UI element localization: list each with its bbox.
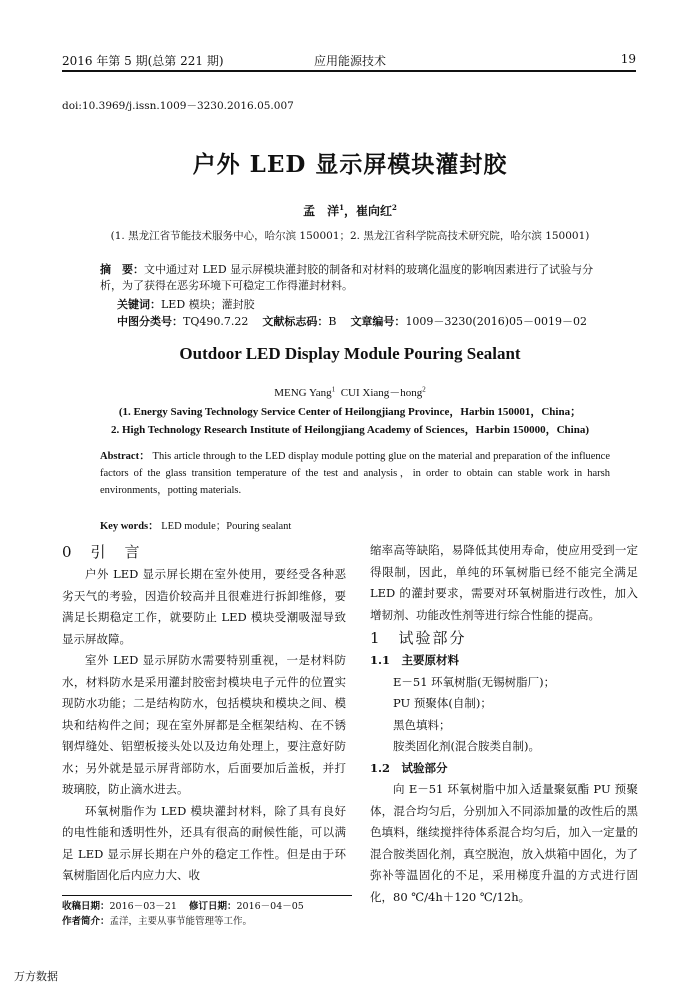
material-item: 胺类固化剂(混合胺类自制)。 xyxy=(393,739,540,753)
paragraph: 环氧树脂作为 LED 模块灌封材料，除了具有良好的电性能和透明性外，还具有很高的耐候性能，可以满足 LED 显示屏长期在户外的稳定工作性。但是由于环氧树脂固化后内应力大、收 xyxy=(62,803,346,882)
title-cn: 户外 LED 显示屏模块灌封胶 xyxy=(192,151,508,178)
abstract-cn-label: 摘 要： xyxy=(100,263,144,276)
paragraph: 户外 LED 显示屏长期在室外使用，要经受各种恶劣天气的考验，因造价较高并且很难进行拆卸维修，要满足长期稳定工作，就要防止 LED 模块受潮吸湿导致显示屏故障。 xyxy=(62,567,346,646)
footnote-bio xyxy=(62,914,352,929)
material-item: E－51 环氧树脂(无锡树脂厂)； xyxy=(393,674,556,689)
section-1-heading: 1 试验部分 xyxy=(370,629,467,647)
bio-label: 作者简介： xyxy=(62,916,110,927)
author-2: 崔向红 xyxy=(356,204,393,218)
keywords-cn-label: 关键词： xyxy=(117,298,161,311)
material-item: 黑色填料； xyxy=(393,717,451,732)
section-0-heading: 0 引 言 xyxy=(62,543,142,561)
affiliation-cn: (1. 黑龙江省节能技术服务中心，哈尔滨 150001；2. 黑龙江省科学院高技术研究院，哈尔滨 150001) xyxy=(110,230,590,242)
article-number-label: 文章编号： xyxy=(350,315,406,328)
subsection-1-1-heading: 1.1 主要原材料 xyxy=(370,653,460,667)
authors-cn xyxy=(0,202,700,219)
author-sep: ， xyxy=(343,204,356,218)
authors-en xyxy=(0,384,700,400)
keywords-en-label: Key words： xyxy=(100,521,159,532)
keywords-cn-text: LED 模块；灌封胶 xyxy=(161,298,255,311)
author-en-1: MENG Yang xyxy=(274,387,332,399)
doccode-value: B xyxy=(328,315,337,328)
article-number-value: 1009－3230(2016)05－0019－02 xyxy=(405,315,587,328)
received-label: 收稿日期： xyxy=(62,901,110,912)
keywords-en-text: LED module；Pouring sealant xyxy=(161,521,292,532)
affiliation-en-line2: 2. High Technology Research Institute of Heilongjiang Academy of Sciences，Harbin 150000，China) xyxy=(110,424,589,436)
footnote xyxy=(62,899,352,929)
author-en-2-sup: 2 xyxy=(422,385,426,394)
material-item: PU 预聚体(自制)； xyxy=(393,696,492,710)
paragraph: 室外 LED 显示屏防水需要特别重视，一是材料防水，材料防水是采用灌封胶密封模块电子元件的位置实现防水功能；二是结构防水，包括模块和模块之间、模块和结构件之间；现在室外屏都是全框架结构、在不锈钢焊缝处、铝塑板接头处以及边角处理上，要注意好防水；另外就是显示屏背部防水，后面要加后盖板，并打玻璃胶，防止滴水进去。 xyxy=(62,653,346,796)
clc-value: TQ490.7.22 xyxy=(183,315,249,328)
author-1-sup: 1 xyxy=(339,203,344,212)
abstract-en-text: This article through to the LED display module potting glue on the material and preparation of the influence factors of the glass transition temperature of the test and analysis，in order to obtain can stable work in harsh environments，potting materials. xyxy=(100,451,611,496)
affiliation-en-line1: (1. Energy Saving Technology Service Center of Heilongjiang Province，Harbin 150001，China； xyxy=(118,406,582,418)
watermark: 万方数据 xyxy=(14,970,58,983)
classification-line xyxy=(117,314,637,330)
doccode-label: 文献标志码： xyxy=(262,315,329,328)
abstract-cn-text: 文中通过对 LED 显示屏模块灌封胶的制备和对材料的玻璃化温度的影响因素进行了试验与分析，为了获得在恶劣环境下可稳定工作得灌封材料。 xyxy=(100,263,594,292)
abstract-en-label: Abstract： xyxy=(100,451,150,462)
header-journal: 应用能源技术 xyxy=(313,54,386,68)
revised-date: 2016－04－05 xyxy=(236,901,304,912)
abstract-en xyxy=(100,448,610,499)
author-en-1-sup: 1 xyxy=(331,385,336,394)
header-issue: 2016 年第 5 期(总第 221 期) xyxy=(62,54,224,68)
keywords-en xyxy=(100,518,610,535)
received-date: 2016－03－21 xyxy=(109,901,177,912)
paragraph: 向 E－51 环氧树脂中加入适量聚氨酯 PU 预聚体，混合均匀后，分别加入不同添加量的改性后的黑色填料，继续搅拌待体系混合均匀后，加入一定量的混合胺类固化剂，真空脱泡，放入烘箱中固化，为了弥补等温固化的不足，采用梯度升温的方式进行固化，80 ℃/4h＋120 ℃/12h。 xyxy=(370,782,638,904)
author-2-sup: 2 xyxy=(392,203,397,212)
header-page-number: 19 xyxy=(620,52,636,66)
affiliation-en xyxy=(62,403,638,439)
bio-text: 孟洋，主要从事节能管理等工作。 xyxy=(109,916,253,927)
clc-label: 中图分类号： xyxy=(117,315,183,328)
footnote-dates xyxy=(62,899,352,914)
author-1: 孟 洋 xyxy=(303,204,340,218)
title-en: Outdoor LED Display Module Pouring Sealant xyxy=(179,344,521,363)
footnote-rule xyxy=(62,895,352,896)
header-rule xyxy=(62,70,636,72)
left-column xyxy=(62,540,346,887)
subsection-1-2-heading: 1.2 试验部分 xyxy=(370,760,448,775)
revised-label: 修订日期： xyxy=(188,901,237,912)
author-en-2: CUI Xiang－hong xyxy=(340,387,423,399)
abstract-cn xyxy=(100,262,600,294)
doi: doi:10.3969/j.issn.1009－3230.2016.05.007 xyxy=(62,100,294,112)
right-column xyxy=(370,540,638,908)
paragraph: 缩率高等缺陷，易降低其使用寿命，使应用受到一定得限制，因此，单纯的环氧树脂已经不能完全满足 LED 的灌封要求，需要对环氧树脂进行改性，加入增韧剂、功能改性剂等进行综合性能的提高。 xyxy=(370,543,638,622)
keywords-cn xyxy=(117,297,617,313)
